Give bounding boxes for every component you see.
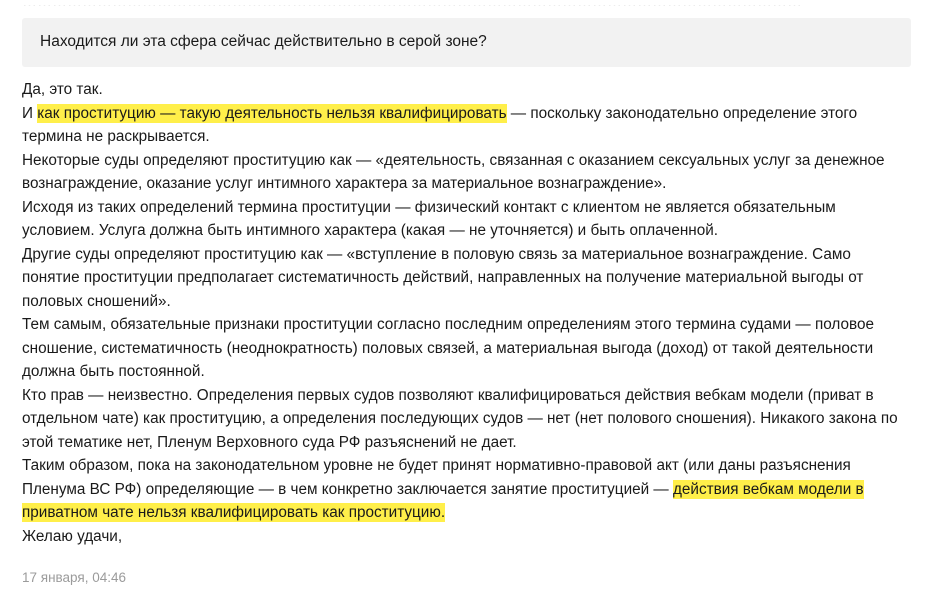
clipped-text-above [22,0,911,6]
paragraph-text: Тем самым, обязательные признаки проституции согласно последним определениям этого термина судами — половое сношение, систематичность (неоднократность) половых связей, а материальная выгода (доход) от такой деятельности должна быть постоянной. [22,316,874,380]
paragraph-text: Желаю удачи, [22,527,123,545]
answer-paragraph [22,313,911,384]
highlighted-text: как проституцию — такую деятельность нельзя квалифицировать [37,104,507,122]
answer-paragraph [22,525,911,549]
answer-paragraph [22,102,911,149]
answer-paragraph [22,149,911,196]
paragraph-text: Некоторые суды определяют проституцию как — «деятельность, связанная с оказанием сексуальных услуг за денежное вознаграждение, оказание услуг интимного характера за материальное вознаграждение». [22,151,885,192]
answer-paragraph [22,78,911,102]
answer-paragraph [22,196,911,243]
paragraph-text: Другие суды определяют проституцию как — «вступление в половую связь за материальное вознаграждение. Само понятие проституции предполагает систематичность действий, направленных на получение материальной выгоды от половых сношений». [22,245,864,310]
paragraph-text: Исходя из таких определений термина проституции — физический контакт с клиентом не является обязательным условием. Услуга должна быть интимного характера (какая — не уточняется) и быть оплаченной. [22,198,836,239]
question-text: Находится ли эта сфера сейчас действительно в серой зоне? [40,33,487,50]
question-bubble [22,18,911,67]
highlighted-text: действия вебкам модели в приватном чате нельзя квалифицировать как проституцию. [22,480,864,521]
paragraph-text: И [22,104,38,122]
answer-paragraph [22,454,911,525]
answer-body [22,78,911,548]
timestamp: 17 января, 04:46 [22,570,127,585]
paragraph-text: — поскольку законодательно определение этого термина не раскрывается. [22,104,858,145]
answer-paragraph [22,384,911,455]
paragraph-text: Таким образом, пока на законодательном уровне не будет принят нормативно-правовой акт (или даны разъяснения Пленума ВС РФ) определяющие — в чем конкретно заключается занятие проституцией — [22,457,851,498]
paragraph-text: Кто прав — неизвестно. Определения первых судов позволяют квалифицироваться действия вебкам модели (приват в отдельном чате) как проституцию, а определения последующих судов — нет (нет полового сношения). Никакого закона по этой тематике нет, Пленум Верховного суда РФ разъяснений не дает. [22,386,898,451]
paragraph-text: Да, это так. [22,81,103,98]
answer-paragraph [22,243,911,314]
